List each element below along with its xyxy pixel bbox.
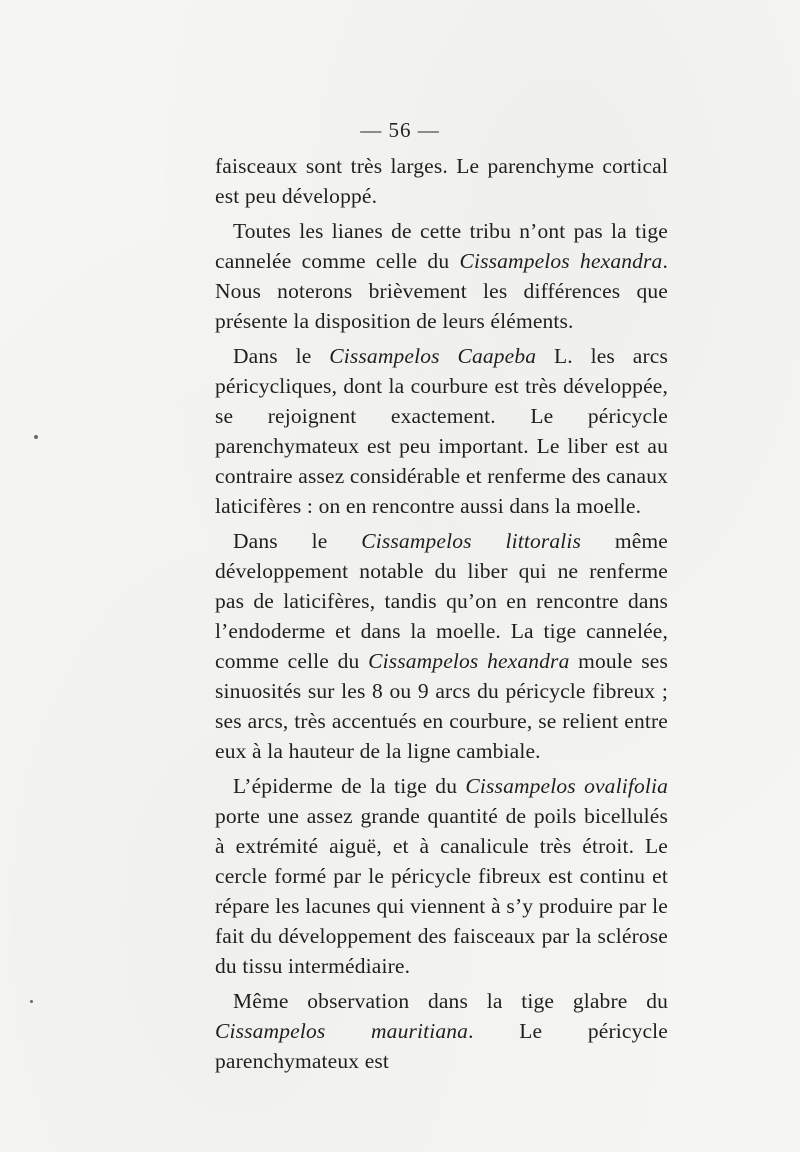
text-segment: faisceaux sont très larges. Le parenchyme cortical est peu développé. [215,154,668,208]
text-segment: moule ses sinuosités sur les 8 ou 9 arcs du péricycle fibreux ; ses arcs, très accentués en courbure, se relient entre eux à la hauteur de la ligne cambiale. [215,649,668,763]
text-segment: . Nous noterons brièvement les différences que présente la disposition de leurs éléments. [215,249,668,333]
page-number: — 56 — [360,118,440,142]
species-name: Cissampelos ovalifolia [465,774,669,798]
text-segment: Toutes les lianes de cette tribu n’ont pas la tige cannelée comme celle du [215,219,668,273]
paragraph-1 [215,151,668,211]
text-segment: L. les arcs péricycliques, dont la courbure est très développée, se rejoignent exactement. Le péricycle parenchymateux est peu important. Le liber est au contraire assez considérable et renferme des canaux laticifères : on en rencontre aussi dans la moelle. [215,344,668,518]
species-name: Cissampelos hexandra [459,249,663,273]
paragraph-2 [215,216,668,336]
text-segment: Dans le [233,344,330,368]
text-segment: Dans le [233,529,362,553]
text-segment: même développement notable du liber qui ne renferme pas de laticifères, tandis qu’on en rencontre dans l’endoderme et dans la moelle. La tige cannelée, comme celle du [215,529,668,673]
species-name: Cissampelos mauritiana [215,1019,469,1043]
text-segment: porte une assez grande quantité de poils bicellulés à extrémité aiguë, et à canalicule très étroit. Le cercle formé par le péricycle fibreux est continu et répare les lacunes qui viennent à s’y produire par le fait du développement des faisceaux par la sclérose du tissu intermédiaire. [215,804,668,978]
ink-speck [34,435,38,439]
text-segment: L’épiderme de la tige du [233,774,466,798]
text-segment: . Le péricycle parenchymateux est [215,1019,668,1073]
paragraph-6 [215,986,668,1076]
paragraph-3 [215,341,668,521]
species-name: Cissampelos Caapeba [329,344,537,368]
species-name: Cissampelos hexandra [368,649,570,673]
text-segment: Même observation dans la tige glabre du [233,989,668,1013]
paragraph-5 [215,771,668,981]
body-text [215,151,668,1081]
species-name: Cissampelos littoralis [361,529,582,553]
paragraph-4 [215,526,668,766]
ink-speck [30,1000,33,1003]
